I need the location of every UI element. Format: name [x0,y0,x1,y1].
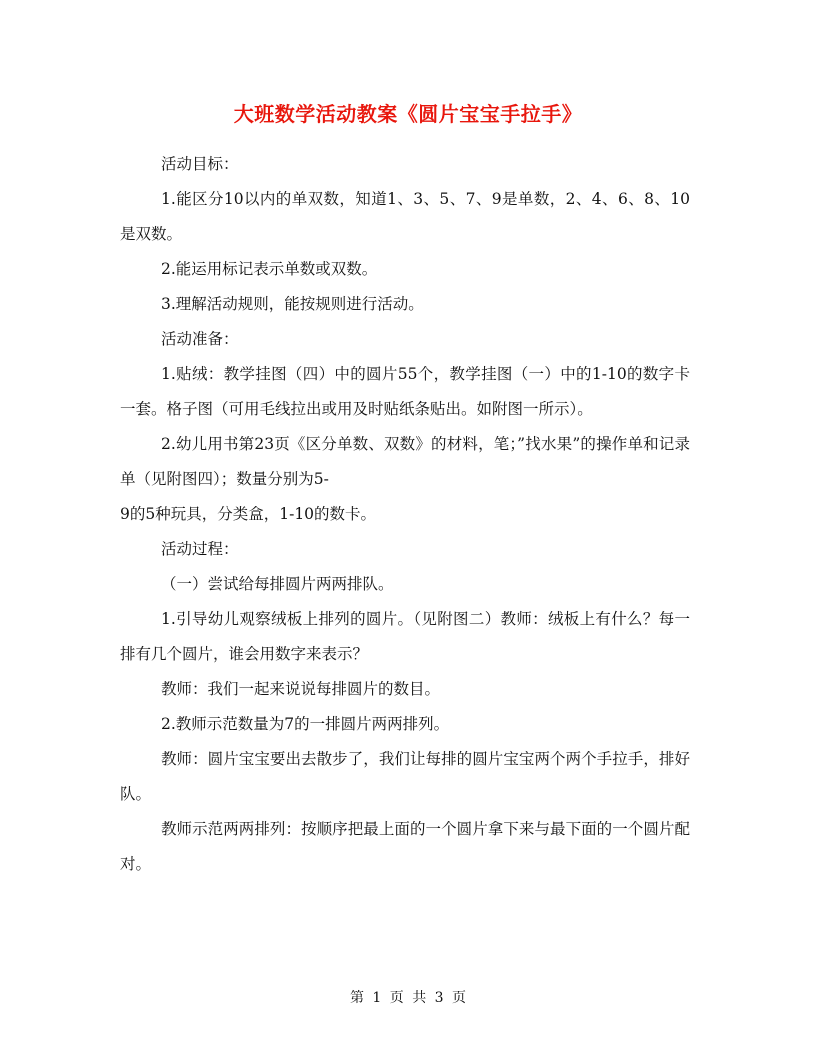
paragraph: 教师示范两两排列：按顺序把最上面的一个圆片拿下来与最下面的一个圆片配对。 [120,820,690,873]
paragraph: 3.理解活动规则，能按规则进行活动。 [161,295,424,313]
section-heading-preparation: 活动准备： [161,330,239,348]
page-footer: 第 1 页 共 3 页 [349,990,467,1006]
paragraph-continuation: 9的5种玩具，分类盒，1-10的数卡。 [120,505,377,523]
section-heading-process: 活动过程： [161,540,239,558]
paragraph: 教师：圆片宝宝要出去散步了，我们让每排的圆片宝宝两个两个手拉手，排好队。 [120,750,690,803]
document-body [120,147,690,882]
paragraph: 2.教师示范数量为7的一排圆片两两排列。 [161,715,450,733]
paragraph: 1.能区分10以内的单双数，知道1、3、5、7、9是单数，2、4、6、8、10是双数。 [120,190,690,243]
paragraph: （一）尝试给每排圆片两两排队。 [161,575,394,593]
paragraph: 2.能运用标记表示单数或双数。 [161,260,378,278]
section-heading-goals: 活动目标： [161,155,239,173]
paragraph: 2.幼儿用书第23页《区分单数、双数》的材料，笔；”找水果”的操作单和记录单（见附图四）；数量分别为5- [120,435,690,488]
paragraph: 1.引导幼儿观察绒板上排列的圆片。（见附图二）教师：绒板上有什么？每一排有几个圆片，谁会用数字来表示？ [120,610,690,663]
document-title: 大班数学活动教案《圆片宝宝手拉手》 [233,102,583,126]
paragraph: 教师：我们一起来说说每排圆片的数目。 [161,680,441,698]
paragraph: 1.贴绒：教学挂图（四）中的圆片55个，教学挂图（一）中的1-10的数字卡一套。格子图（可用毛线拉出或用及时贴纸条贴出。如附图一所示）。 [120,365,690,418]
